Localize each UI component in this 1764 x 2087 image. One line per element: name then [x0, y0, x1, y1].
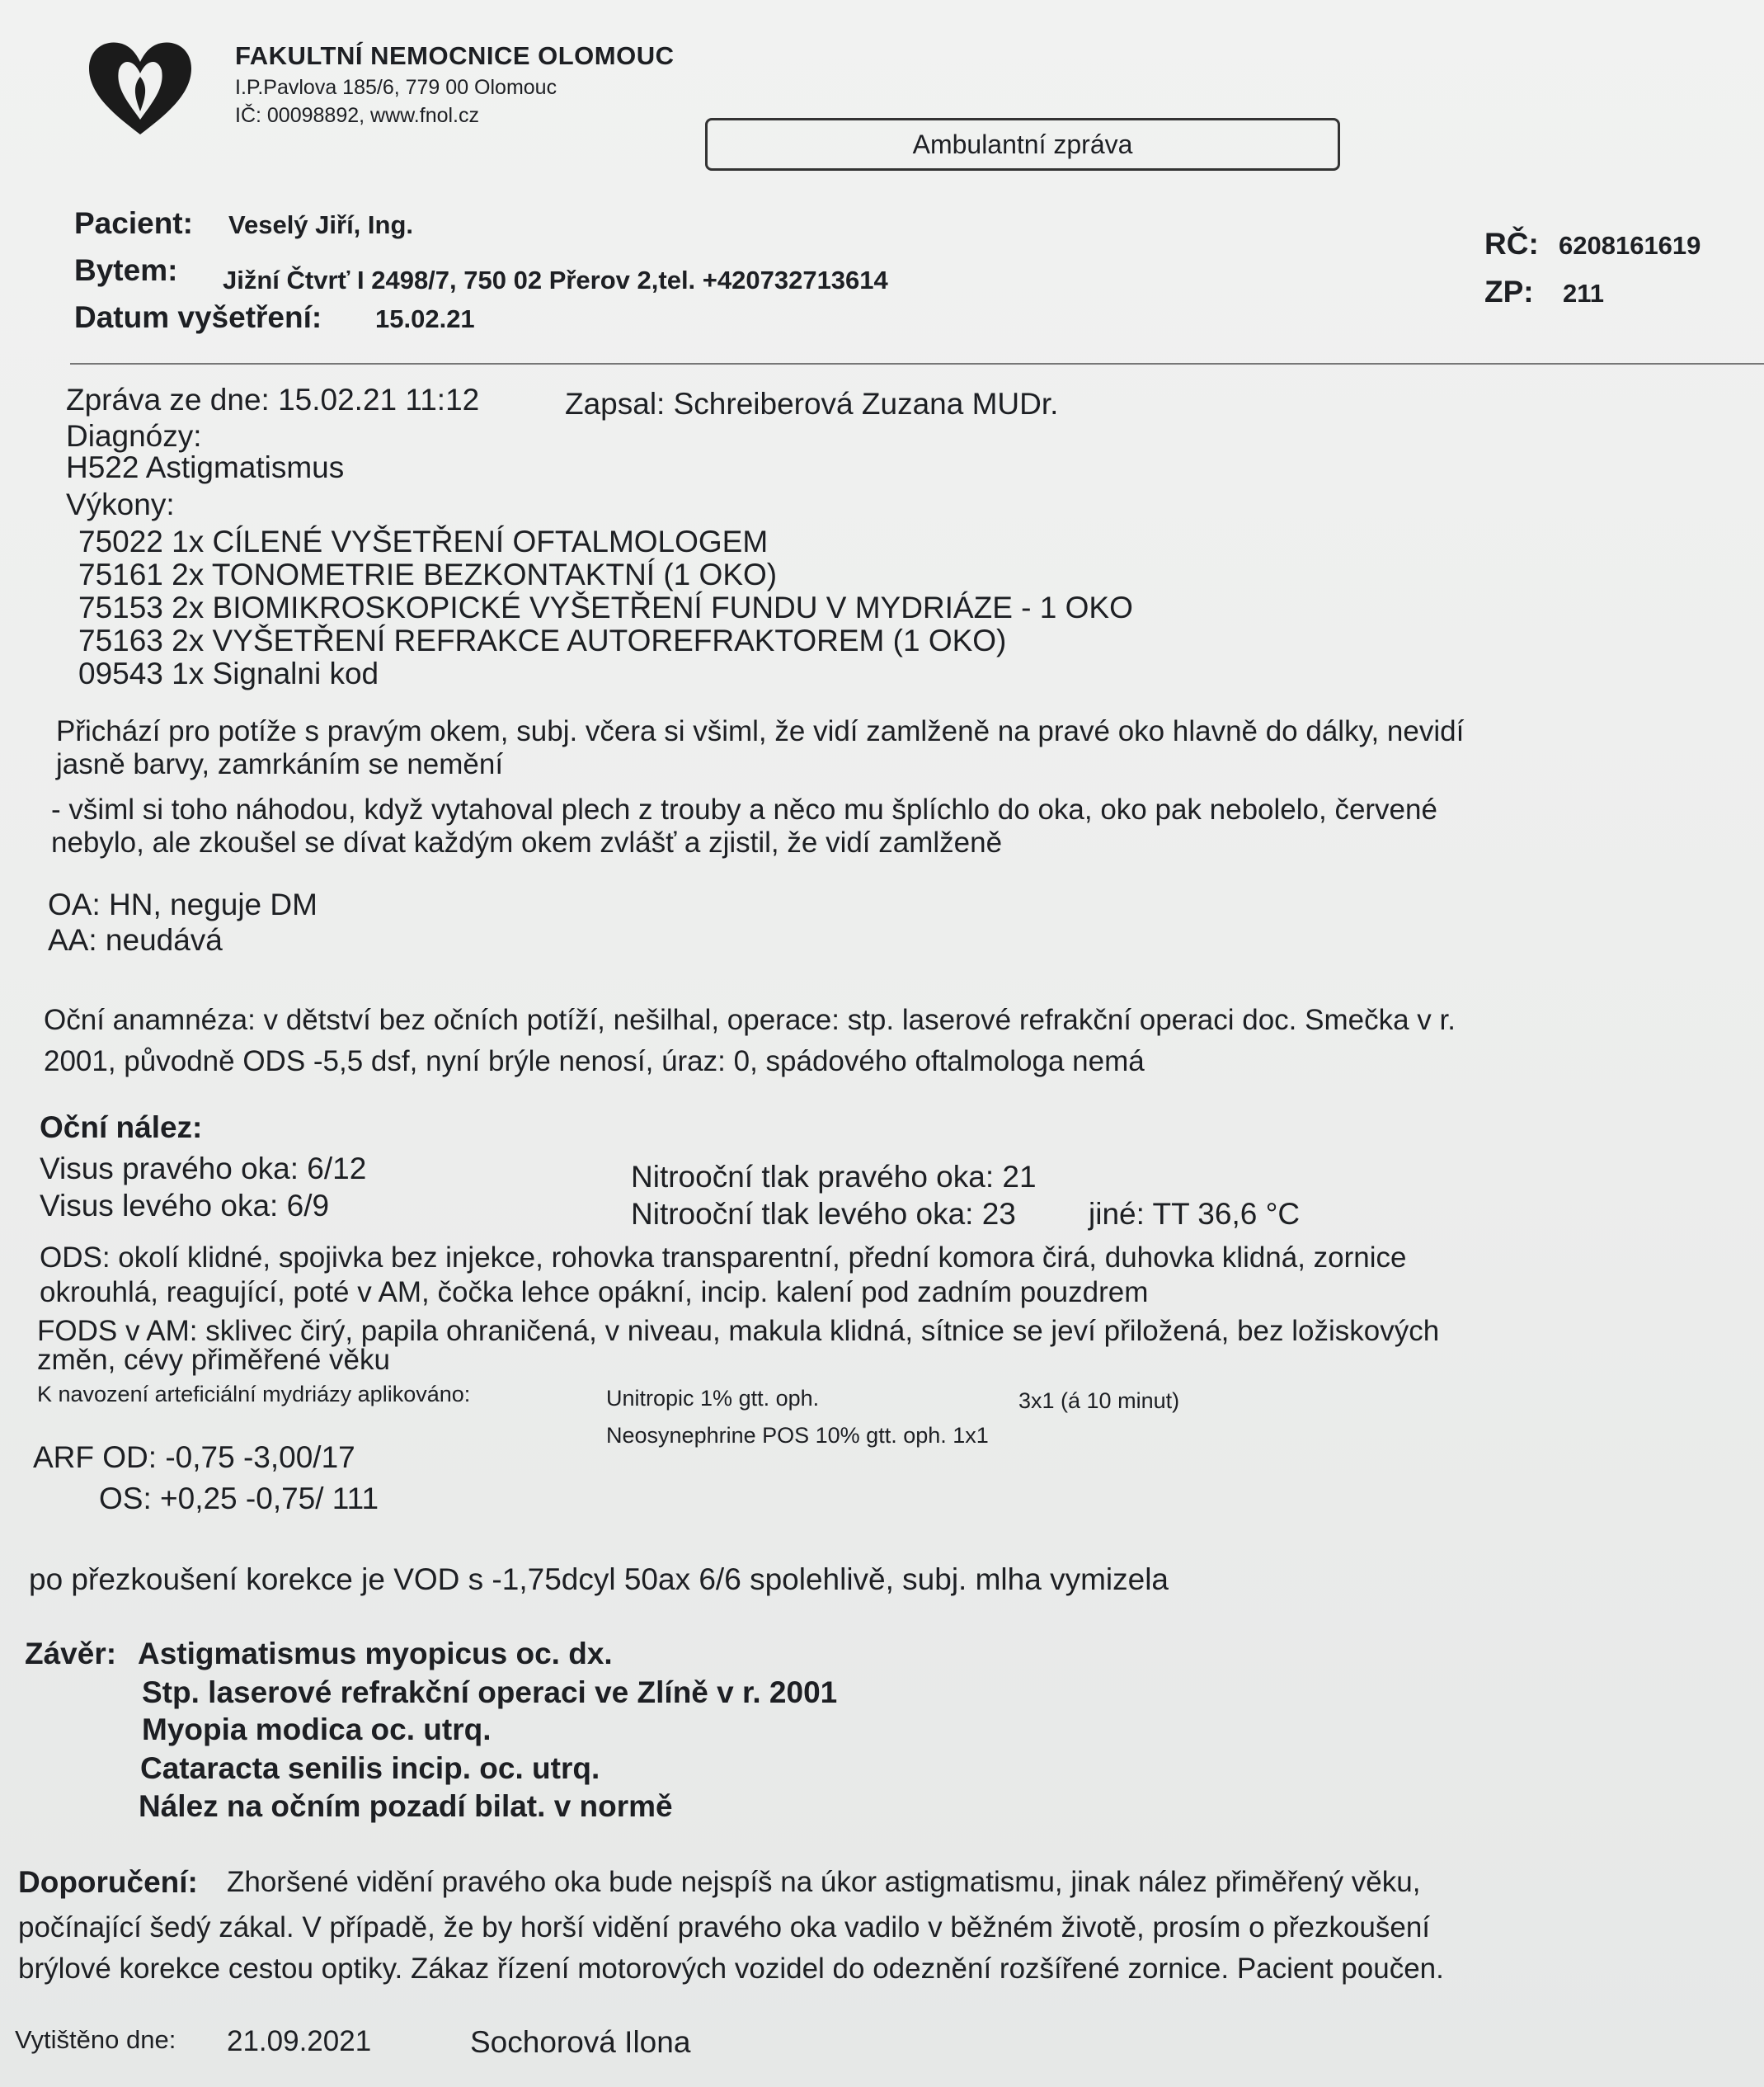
complaint-line: Přichází pro potíže s pravým okem, subj. včera si všiml, že vidí zamlženě na pravé oko hlavně do dálky, nevidí	[56, 715, 1465, 747]
exam-date-label: Datum vyšetření:	[74, 300, 322, 334]
conclusion-item: Cataracta senilis incip. oc. utrq.	[140, 1751, 600, 1785]
procedure-row: 75153 2x BIOMIKROSKOPICKÉ VYŠETŘENÍ FUNDU V MYDRIÁZE - 1 OKO	[78, 591, 1133, 624]
mydriasis-label: K navození arteficiální mydriázy aplikováno:	[37, 1382, 471, 1406]
arf-os: OS: +0,25 -0,75/ 111	[99, 1482, 379, 1515]
exam-date: 15.02.21	[375, 304, 475, 333]
complaint-line: nebylo, ale zkoušel se dívat každým okem zvlášť a zjistil, že vidí zamlženě	[51, 827, 1003, 859]
printed-date: 21.09.2021	[227, 2025, 372, 2057]
procedure-row: 09543 1x Signalni kod	[78, 657, 379, 690]
aa-line: AA: neudává	[48, 923, 223, 957]
procedure-row: 75022 1x CÍLENÉ VYŠETŘENÍ OFTALMOLOGEM	[78, 525, 769, 558]
arf-od: ARF OD: -0,75 -3,00/17	[33, 1440, 355, 1474]
patient-name: Veselý Jiří, Ing.	[228, 210, 414, 239]
procedures-label: Výkony:	[66, 488, 175, 521]
conclusion-item: Stp. laserové refrakční operaci ve Zlíně v r. 2001	[142, 1675, 838, 1709]
conclusion-label: Závěr:	[25, 1637, 117, 1670]
patient-address: Jižní Čtvrť I 2498/7, 750 02 Přerov 2,tel. +420732713614	[223, 266, 888, 294]
eye-history-line: 2001, původně ODS -5,5 dsf, nyní brýle nenosí, úraz: 0, spádového oftalmologa nemá	[44, 1045, 1145, 1077]
ods-line: ODS: okolí klidné, spojivka bez injekce, rohovka transparentní, přední komora čirá, duhovka klidná, zornice	[40, 1241, 1407, 1274]
other-findings: jiné: TT 36,6 °C	[1089, 1197, 1301, 1231]
fods-line: FODS v AM: sklivec čirý, papila ohraničená, v niveau, makula klidná, sítnice se jeví přiložená, bez ložiskových	[37, 1315, 1440, 1347]
findings-label: Oční nález:	[40, 1110, 203, 1144]
oa-line: OA: HN, neguje DM	[48, 888, 318, 921]
visus-left: Visus levého oka: 6/9	[40, 1189, 330, 1223]
hospital-id-web: IČ: 00098892, www.fnol.cz	[235, 104, 479, 127]
recommendation-line: brýlové korekce cestou optiky. Zákaz řízení motorových vozidel do odeznění rozšířené zornice. Pacient poučen.	[18, 1953, 1444, 1985]
report-date: Zpráva ze dne: 15.02.21 11:12	[66, 383, 480, 417]
diagnoses-label: Diagnózy:	[66, 419, 202, 453]
ods-line: okrouhlá, reagující, poté v AM, čočka lehce opákní, incip. kalení pod zadním pouzdrem	[40, 1276, 1149, 1308]
rc-value: 6208161619	[1559, 231, 1701, 260]
zp-value: 211	[1563, 279, 1605, 308]
hospital-address: I.P.Pavlova 185/6, 779 00 Olomouc	[235, 76, 557, 99]
hospital-name: FAKULTNÍ NEMOCNICE OLOMOUC	[235, 41, 675, 70]
printed-by: Sochorová Ilona	[470, 2025, 691, 2059]
procedure-row: 75163 2x VYŠETŘENÍ REFRAKCE AUTOREFRAKTOREM (1 OKO)	[78, 624, 1007, 657]
complaint-line: jasně barvy, zamrkáním se nemění	[56, 748, 504, 780]
conclusion-item: Nález na očním pozadí bilat. v normě	[139, 1789, 673, 1823]
recommendation-line: Zhoršené vidění pravého oka bude nejspíš na úkor astigmatismu, jinak nález přiměřený věku,	[227, 1866, 1421, 1898]
header-separator	[70, 363, 1764, 365]
conclusion-item: Myopia modica oc. utrq.	[142, 1712, 492, 1746]
report-author: Zapsal: Schreiberová Zuzana MUDr.	[565, 387, 1059, 421]
diagnosis: H522 Astigmatismus	[66, 450, 345, 484]
recommendation-label: Doporučení:	[18, 1865, 198, 1899]
zp-label: ZP:	[1484, 275, 1534, 309]
fods-line: změn, cévy přiměřené věku	[37, 1344, 390, 1376]
iop-right: Nitrooční tlak pravého oka: 21	[631, 1160, 1037, 1194]
correction-note: po přezkoušení korekce je VOD s -1,75dcyl 50ax 6/6 spolehlivě, subj. mlha vymizela	[29, 1562, 1169, 1596]
eye-history-line: Oční anamnéza: v dětství bez očních potíží, nešilhal, operace: stp. laserové refrakční operaci doc. Smečka v r.	[44, 1004, 1456, 1036]
patient-label: Pacient:	[74, 206, 193, 240]
printed-label: Vytištěno dne:	[15, 2025, 176, 2054]
procedure-row: 75161 2x TONOMETRIE BEZKONTAKTNÍ (1 OKO)	[78, 558, 778, 591]
drug-row: Unitropic 1% gtt. oph.	[606, 1386, 820, 1411]
rc-label: RČ:	[1484, 227, 1539, 261]
hospital-logo-icon	[82, 37, 198, 136]
iop-left: Nitrooční tlak levého oka: 23	[631, 1197, 1016, 1231]
report-title: Ambulantní zpráva	[705, 118, 1340, 171]
visus-right: Visus pravého oka: 6/12	[40, 1152, 367, 1185]
drug-row: Neosynephrine POS 10% gtt. oph. 1x1	[606, 1423, 989, 1448]
conclusion-item: Astigmatismus myopicus oc. dx.	[138, 1637, 613, 1670]
address-label: Bytem:	[74, 253, 178, 287]
drug-dose: 3x1 (á 10 minut)	[1018, 1388, 1180, 1413]
recommendation-line: počínající šedý zákal. V případě, že by horší vidění pravého oka vadilo v běžném životě, prosím o přezkoušení	[18, 1911, 1431, 1943]
complaint-line: - všiml si toho náhodou, když vytahoval plech z trouby a něco mu šplíchlo do oka, oko pak nebolelo, červené	[51, 794, 1437, 826]
